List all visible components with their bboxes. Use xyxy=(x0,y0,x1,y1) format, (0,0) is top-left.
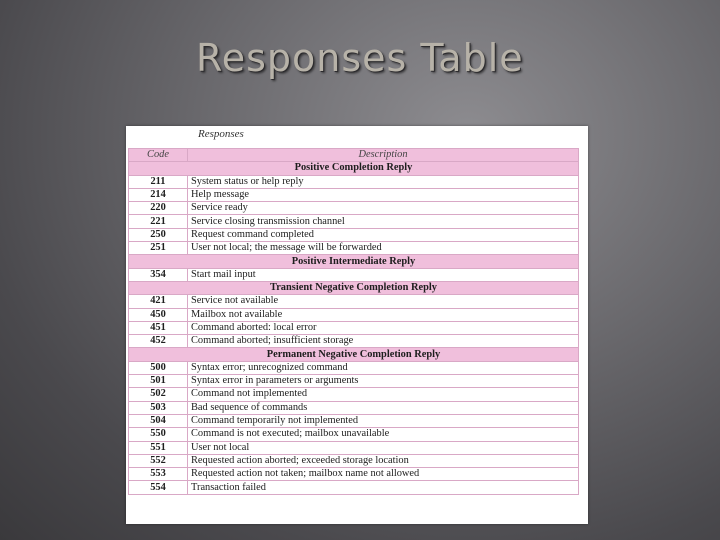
response-code: 421 xyxy=(129,295,188,308)
responses-table-figure xyxy=(126,126,588,524)
slide-title: Responses Table xyxy=(196,36,524,80)
response-code: 451 xyxy=(129,321,188,334)
response-code: 250 xyxy=(129,228,188,241)
response-description: Service closing transmission channel xyxy=(188,215,579,228)
table-row xyxy=(129,454,579,467)
response-code: 550 xyxy=(129,428,188,441)
group-header-row xyxy=(129,348,579,361)
table-row xyxy=(129,481,579,494)
response-code: 551 xyxy=(129,441,188,454)
response-description: Command aborted; insufficient storage xyxy=(188,335,579,348)
responses-table xyxy=(128,148,579,495)
table-row xyxy=(129,242,579,255)
group-title: Positive Completion Reply xyxy=(129,162,579,175)
response-code: 552 xyxy=(129,454,188,467)
table-row xyxy=(129,428,579,441)
table-row xyxy=(129,295,579,308)
response-code: 211 xyxy=(129,175,188,188)
table-caption: Responses xyxy=(198,128,244,140)
table-row xyxy=(129,308,579,321)
response-code: 450 xyxy=(129,308,188,321)
table-row xyxy=(129,361,579,374)
response-description: Bad sequence of commands xyxy=(188,401,579,414)
response-description: System status or help reply xyxy=(188,175,579,188)
table-row xyxy=(129,388,579,401)
response-description: Request command completed xyxy=(188,228,579,241)
response-code: 221 xyxy=(129,215,188,228)
description-column-header: Description xyxy=(188,149,579,162)
response-description: Mailbox not available xyxy=(188,308,579,321)
table-body xyxy=(129,162,579,494)
response-code: 554 xyxy=(129,481,188,494)
response-description: Command temporarily not implemented xyxy=(188,414,579,427)
response-description: User not local; the message will be forwarded xyxy=(188,242,579,255)
response-code: 501 xyxy=(129,375,188,388)
response-description: Requested action not taken; mailbox name not allowed xyxy=(188,468,579,481)
response-code: 214 xyxy=(129,188,188,201)
response-code: 452 xyxy=(129,335,188,348)
table-row xyxy=(129,188,579,201)
response-description: Syntax error in parameters or arguments xyxy=(188,375,579,388)
response-code: 504 xyxy=(129,414,188,427)
response-description: Command is not executed; mailbox unavailable xyxy=(188,428,579,441)
table-row xyxy=(129,215,579,228)
group-title: Permanent Negative Completion Reply xyxy=(129,348,579,361)
table-row xyxy=(129,414,579,427)
response-description: Command aborted: local error xyxy=(188,321,579,334)
response-description: Transaction failed xyxy=(188,481,579,494)
response-code: 354 xyxy=(129,268,188,281)
group-title: Transient Negative Completion Reply xyxy=(129,281,579,294)
table-row xyxy=(129,468,579,481)
response-description: Service not available xyxy=(188,295,579,308)
response-description: Help message xyxy=(188,188,579,201)
table-row xyxy=(129,175,579,188)
group-header-row xyxy=(129,162,579,175)
table-row xyxy=(129,375,579,388)
code-column-header: Code xyxy=(129,149,188,162)
response-code: 503 xyxy=(129,401,188,414)
group-header-row xyxy=(129,255,579,268)
response-code: 500 xyxy=(129,361,188,374)
table-row xyxy=(129,321,579,334)
table-row xyxy=(129,202,579,215)
response-description: Command not implemented xyxy=(188,388,579,401)
response-description: Syntax error; unrecognized command xyxy=(188,361,579,374)
response-code: 220 xyxy=(129,202,188,215)
table-row xyxy=(129,268,579,281)
response-code: 502 xyxy=(129,388,188,401)
response-description: Requested action aborted; exceeded storage location xyxy=(188,454,579,467)
response-code: 251 xyxy=(129,242,188,255)
table-header-row xyxy=(129,149,579,162)
response-description: Start mail input xyxy=(188,268,579,281)
group-header-row xyxy=(129,281,579,294)
table-row xyxy=(129,335,579,348)
group-title: Positive Intermediate Reply xyxy=(129,255,579,268)
table-row xyxy=(129,441,579,454)
response-description: Service ready xyxy=(188,202,579,215)
table-row xyxy=(129,401,579,414)
table-row xyxy=(129,228,579,241)
response-description: User not local xyxy=(188,441,579,454)
response-code: 553 xyxy=(129,468,188,481)
